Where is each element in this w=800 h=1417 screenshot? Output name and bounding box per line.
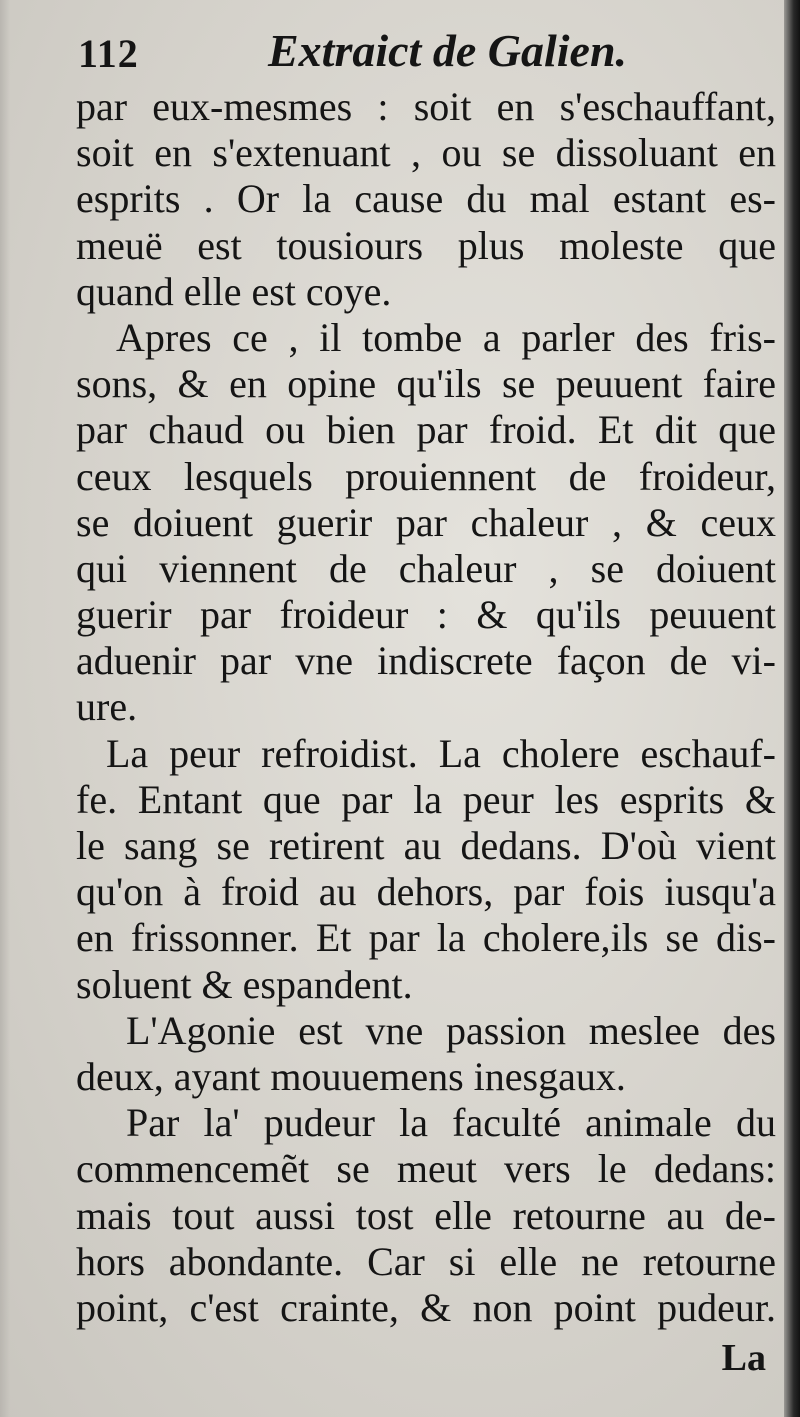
text-line: qu'on à froid au dehors, par fois iusqu'a bbox=[76, 869, 776, 915]
text-line: deux, ayant mouuemens inesgaux. bbox=[76, 1053, 626, 1099]
page-header bbox=[78, 20, 778, 80]
text-line: La peur refroidist. La cholere eschauf- bbox=[106, 730, 776, 776]
page-left-edge bbox=[0, 0, 10, 1417]
text-line: ceux lesquels prouiennent de froideur, bbox=[76, 453, 776, 499]
text-line: meuë est tousiours plus moleste que bbox=[76, 222, 776, 268]
running-title: Extraict de Galien. bbox=[268, 25, 628, 76]
text-line: commencemẽt se meut vers le dedans: bbox=[76, 1146, 776, 1192]
text-line: guerir par froideur : & qu'ils peuuent bbox=[76, 592, 776, 638]
catchword: La bbox=[721, 1337, 766, 1379]
text-line: qui viennent de chaleur , se doiuent bbox=[76, 545, 776, 591]
text-line: Apres ce , il tombe a parler des fris- bbox=[116, 314, 776, 360]
page-number: 112 bbox=[78, 31, 139, 76]
text-line: quand elle est coye. bbox=[76, 268, 392, 314]
text-line: par chaud ou bien par froid. Et dit que bbox=[76, 407, 776, 453]
text-line: sons, & en opine qu'ils se peuuent faire bbox=[76, 361, 776, 407]
text-line: point, c'est crainte, & non point pudeur. bbox=[76, 1284, 776, 1330]
text-line: esprits . Or la cause du mal estant es- bbox=[76, 176, 776, 222]
page-gutter-shadow bbox=[784, 0, 800, 1417]
text-line: soluent & espandent. bbox=[76, 961, 413, 1007]
text-line: ure. bbox=[76, 684, 138, 730]
text-line: le sang se retirent au dedans. D'où vient bbox=[76, 823, 776, 868]
text-line: mais tout aussi tost elle retourne au de- bbox=[76, 1192, 776, 1238]
body-text bbox=[76, 84, 776, 1331]
text-line: aduenir par vne indiscrete façon de vi- bbox=[76, 638, 776, 684]
text-line: en frissonner. Et par la cholere,ils se dis- bbox=[76, 915, 776, 961]
text-line: fe. Entant que par la peur les esprits & bbox=[76, 776, 776, 822]
text-line: se doiuent guerir par chaleur , & ceux bbox=[76, 499, 776, 545]
text-line: Par la' pudeur la faculté animale du bbox=[126, 1100, 776, 1146]
text-line: par eux-mesmes : soit en s'eschauffant, bbox=[76, 84, 776, 129]
text-line: L'Agonie est vne passion meslee des bbox=[126, 1007, 776, 1053]
text-line: soit en s'extenuant , ou se dissoluant en bbox=[76, 130, 776, 176]
text-line: hors abondante. Car si elle ne retourne bbox=[76, 1238, 776, 1284]
